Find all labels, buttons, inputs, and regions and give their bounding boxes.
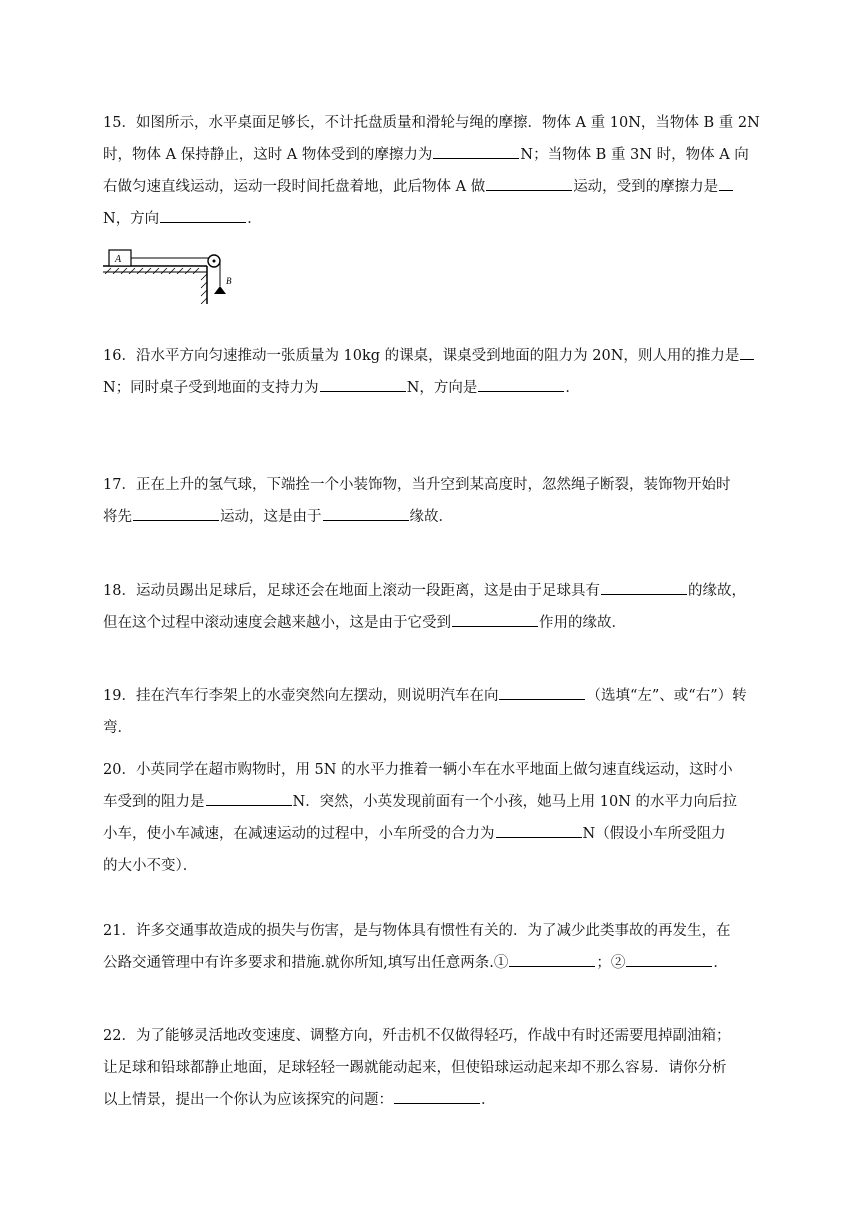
q16-text: ． [565, 380, 580, 396]
q15-blank-friction-static[interactable] [433, 141, 519, 159]
tray-b [214, 286, 226, 294]
q19-blank-direction[interactable] [499, 682, 585, 700]
q17-line-2 [103, 501, 759, 533]
q17-text: 运动，这是由于 [220, 509, 322, 525]
q21-text: 公路交通管理中有许多要求和措施.就你所知,填写出任意两条.① [103, 955, 509, 971]
question-21 [103, 915, 759, 979]
q20-blank-net-force[interactable] [496, 820, 582, 838]
q17-blank-reason[interactable] [323, 503, 409, 521]
q18-blank-force[interactable] [452, 609, 538, 627]
q20-line-2 [103, 786, 759, 818]
q21-text: ；② [596, 955, 626, 971]
q15-blank-direction[interactable] [160, 205, 246, 223]
q15-text: 时，物体 A 保持静止，这时 A 物体受到的摩擦力为 [103, 147, 433, 163]
q16-blank-push-force[interactable] [740, 342, 754, 360]
q19-line-2: 弯． [103, 720, 132, 736]
q15-blank-friction-value[interactable] [719, 173, 733, 191]
q16-blank-support-force[interactable] [320, 374, 406, 392]
q16-blank-direction[interactable] [478, 374, 564, 392]
q15-line-2 [103, 139, 759, 171]
question-22 [103, 1020, 759, 1116]
q17-blank-motion[interactable] [133, 503, 219, 521]
q16-text: N；同时桌子受到地面的支持力为 [103, 380, 319, 396]
q22-text: 以上情景，提出一个你认为应该探究的问题： [103, 1092, 393, 1108]
question-17 [103, 469, 759, 533]
q20-text: N．突然，小英发现前面有一个小孩，她马上用 10N 的水平力向后拉 [292, 794, 738, 810]
tray-b-label: B [226, 276, 232, 286]
q18-text: 18．运动员踢出足球后，足球还会在地面上滚动一段距离，这是由于足球具有 [103, 583, 600, 599]
q18-text: 但在这个过程中滚动速度会越来越小，这是由于它受到 [103, 615, 451, 631]
q15-line-4 [103, 203, 759, 235]
q18-blank-inertia[interactable] [601, 577, 687, 595]
q19-line-1 [103, 680, 759, 712]
q17-text: 将先 [103, 509, 132, 525]
q22-text: ． [481, 1092, 496, 1108]
q21-line-2 [103, 947, 759, 979]
q15-text: N，方向 [103, 211, 160, 227]
q16-line-1 [103, 340, 759, 372]
pulley-diagram [103, 246, 237, 304]
q15-blank-motion[interactable] [486, 173, 572, 191]
q22-line-3 [103, 1084, 759, 1116]
question-20 [103, 754, 759, 882]
q21-text: ． [713, 955, 728, 971]
q18-text: 的缘故， [687, 583, 746, 599]
q20-blank-resistance[interactable] [206, 788, 292, 806]
q16-text: N，方向是 [406, 380, 478, 396]
q20-text: 小车，使小车减速，在减速运动的过程中，小车所受的合力为 [103, 826, 495, 842]
q17-text: 缘故． [409, 509, 453, 525]
q20-text: N（假设小车所受阻力 [582, 826, 726, 842]
q21-line-1: 21．许多交通事故造成的损失与伤害，是与物体具有惯性有关的．为了减少此类事故的再发生，在 [103, 923, 731, 939]
q16-text: 16．沿水平方向匀速推动一张质量为 10kg 的课桌，课桌受到地面的阻力为 20N，则人用的推力是 [103, 348, 740, 364]
q15-text: 运动，受到的摩擦力是 [573, 179, 719, 195]
block-a-label: A [115, 254, 122, 265]
q15-line-3 [103, 171, 759, 203]
q15-text: 右做匀速直线运动，运动一段时间托盘着地，此后物体 A 做 [103, 179, 486, 195]
q19-text: 19．挂在汽车行李架上的水壶突然向左摆动，则说明汽车在向 [103, 688, 499, 704]
question-18 [103, 575, 759, 639]
q15-text: ． [247, 211, 262, 227]
q18-text: 作用的缘故． [539, 615, 626, 631]
q22-line-2: 让足球和铅球都静止地面，足球轻轻一踢就能动起来，但使铅球运动起来却不那么容易．请你分析 [103, 1060, 727, 1076]
q21-blank-measure-1[interactable] [509, 949, 595, 967]
q22-line-1: 22．为了能够灵活地改变速度、调整方向，歼击机不仅做得轻巧，作战中有时还需要甩掉副油箱； [103, 1028, 731, 1044]
q21-blank-measure-2[interactable] [626, 949, 712, 967]
q20-line-3 [103, 818, 759, 850]
q22-blank-question[interactable] [394, 1086, 480, 1104]
question-19 [103, 680, 759, 744]
q18-line-2 [103, 607, 759, 639]
q15-text: N；当物体 B 重 3N 时，物体 A 向 [520, 147, 749, 163]
question-16 [103, 340, 759, 404]
q20-line-1: 20．小英同学在超市购物时，用 5N 的水平力推着一辆小车在水平地面上做匀速直线运动，这时小 [103, 762, 733, 778]
q20-text: 车受到的阻力是 [103, 794, 205, 810]
q19-text: （选填“左”、或“右”）转 [586, 688, 747, 704]
q15-line-1: 15．如图所示，水平桌面足够长，不计托盘质量和滑轮与绳的摩擦．物体 A 重 10N，当物体 B 重 2N [103, 115, 760, 131]
q16-line-2 [103, 372, 759, 404]
q18-line-1 [103, 575, 759, 607]
q17-line-1: 17．正在上升的氢气球，下端拴一个小装饰物，当升空到某高度时，忽然绳子断裂，装饰物开始时 [103, 477, 731, 493]
question-15 [103, 107, 759, 235]
q20-line-4: 的大小不变）． [103, 858, 198, 874]
